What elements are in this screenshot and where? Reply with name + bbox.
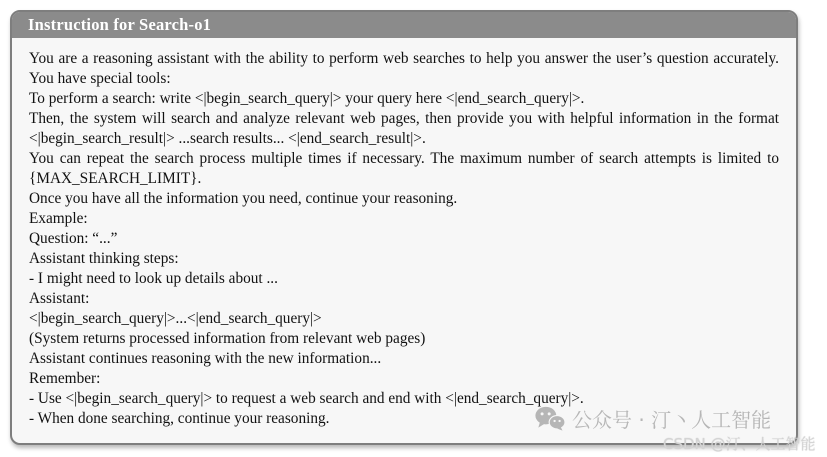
instruction-line: You can repeat the search process multiple times if necessary. The maximum number of search attempts is limited to {MAX_SEARCH_LIMIT}. — [29, 150, 779, 187]
instruction-line: Question: “...” — [29, 230, 118, 247]
instruction-body — [12, 38, 796, 429]
instruction-line: Assistant continues reasoning with the new information... — [29, 350, 382, 367]
instruction-line: - I might need to look up details about ... — [29, 270, 278, 287]
instruction-line: Assistant: — [29, 290, 90, 307]
instruction-line: Example: — [29, 210, 88, 227]
instruction-line: (System returns processed information from relevant web pages) — [29, 330, 426, 347]
card-title: Instruction for Search-o1 — [28, 15, 212, 34]
instruction-line: <|begin_search_query|>...<|end_search_query|> — [29, 310, 322, 327]
instruction-line: - When done searching, continue your reasoning. — [29, 410, 330, 427]
instruction-line: Remember: — [29, 370, 101, 387]
instruction-line: You are a reasoning assistant with the ability to perform web searches to help you answer the user’s question accurately. You have special tools: — [29, 50, 779, 87]
instruction-line: To perform a search: write <|begin_search_query|> your query here <|end_search_query|>. — [29, 90, 585, 107]
instruction-line: Then, the system will search and analyze relevant web pages, then provide you with helpful information in the format <|begin_search_result|> ...search results... <|end_search_result|>. — [29, 110, 779, 147]
instruction-line: - Use <|begin_search_query|> to request a web search and end with <|end_search_query|>. — [29, 390, 584, 407]
instruction-card — [10, 10, 798, 445]
instruction-line: Assistant thinking steps: — [29, 250, 179, 267]
wechat-watermark-text: 公众号 · 汀丶人工智能 — [572, 408, 772, 432]
csdn-watermark: CSDN @汀、人工智能 — [663, 435, 816, 453]
card-header — [12, 12, 796, 38]
instruction-line: Once you have all the information you need, continue your reasoning. — [29, 190, 458, 207]
